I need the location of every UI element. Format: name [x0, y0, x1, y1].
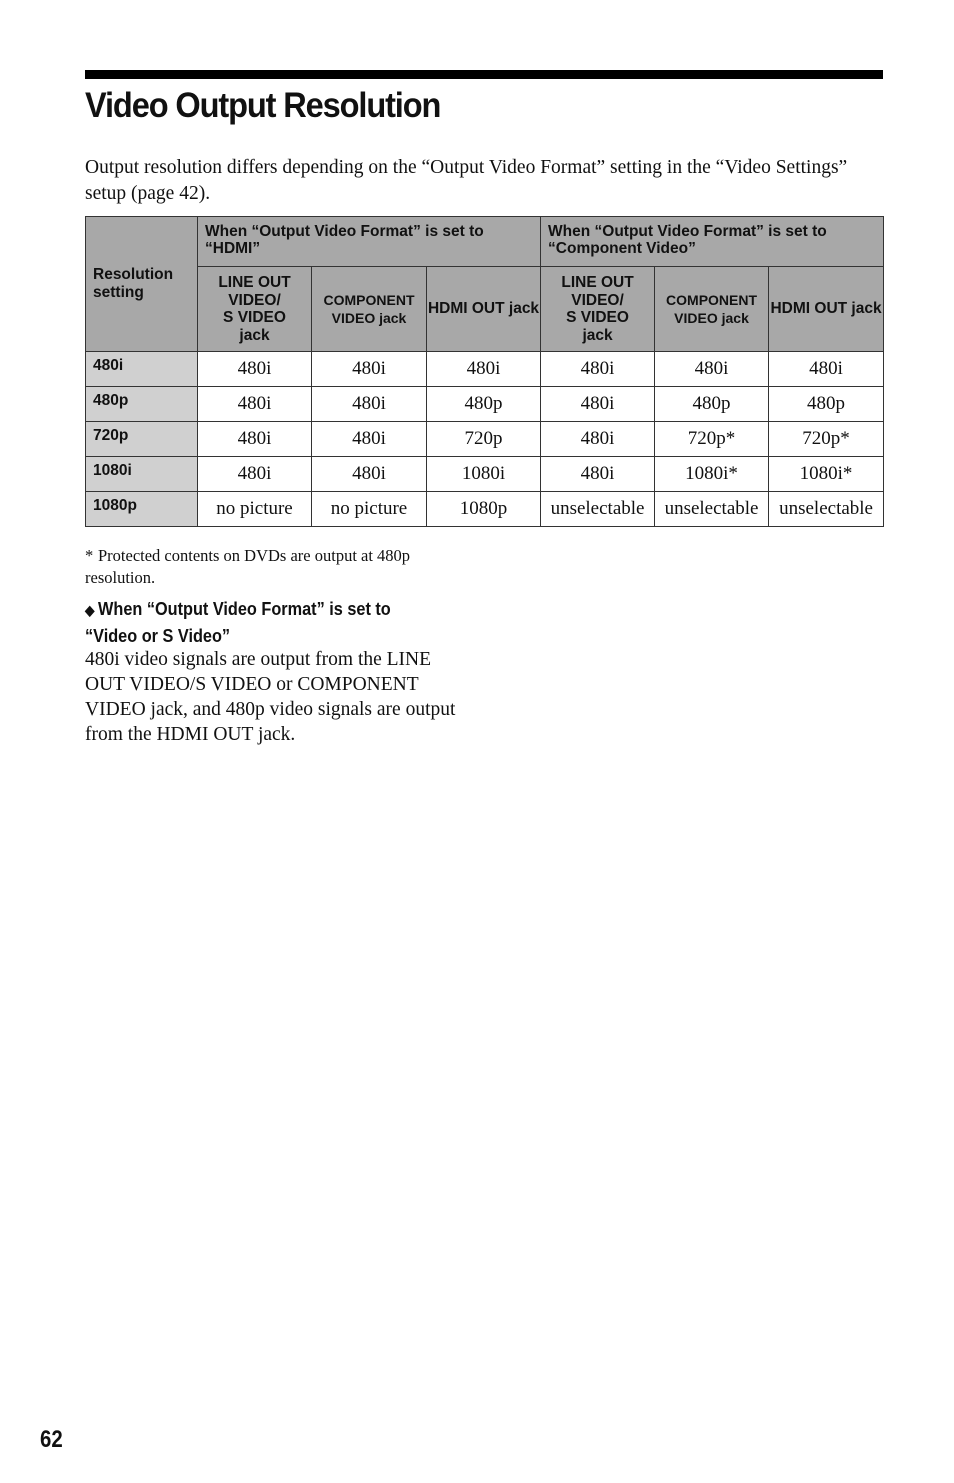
- column-header: COMPONENT VIDEO jack: [312, 267, 427, 352]
- footnote-marker: *: [85, 546, 94, 565]
- resolution-table: [85, 216, 884, 527]
- table-cell: 480p: [769, 387, 884, 422]
- table-cell: 480i: [541, 422, 655, 457]
- table-cell: 1080i*: [769, 457, 884, 492]
- table-cell: 1080i: [427, 457, 541, 492]
- table-cell: 480i: [541, 457, 655, 492]
- table-cell: 480i: [541, 387, 655, 422]
- table-cell: 480i: [312, 422, 427, 457]
- footnote: [85, 545, 465, 589]
- column-header: HDMI OUT jack: [769, 267, 884, 352]
- table-cell: 720p*: [769, 422, 884, 457]
- table-cell: unselectable: [541, 492, 655, 527]
- table-cell: 480i: [312, 352, 427, 387]
- table-cell: no picture: [198, 492, 312, 527]
- column-header: COMPONENT VIDEO jack: [655, 267, 769, 352]
- footnote-text: Protected contents on DVDs are output at 480p resolution.: [85, 546, 411, 587]
- table-cell: 720p: [427, 422, 541, 457]
- row-label: 720p: [86, 422, 198, 457]
- column-header: HDMI OUT jack: [427, 267, 541, 352]
- table-body: [86, 352, 884, 527]
- page-number: 62: [40, 1426, 63, 1453]
- corner-header: Resolution setting: [86, 217, 198, 352]
- table-row: [86, 352, 884, 387]
- page-title: Video Output Resolution: [85, 86, 441, 125]
- intro-paragraph: Output resolution differs depending on the “Output Video Format” setting in the “Video Settings” setup (page 42).: [85, 157, 848, 204]
- table-cell: 480i: [198, 387, 312, 422]
- table-cell: 480i: [198, 457, 312, 492]
- table-cell: 480i: [427, 352, 541, 387]
- table-cell: 1080p: [427, 492, 541, 527]
- table-cell: 480i: [312, 387, 427, 422]
- table-cell: 480i: [198, 352, 312, 387]
- row-label: 1080p: [86, 492, 198, 527]
- table-cell: no picture: [312, 492, 427, 527]
- row-label: 480i: [86, 352, 198, 387]
- group-header-hdmi: When “Output Video Format” is set to “HDMI”: [198, 217, 541, 267]
- section-heading-text: When “Output Video Format” is set to “Video or S Video”: [85, 598, 391, 646]
- table-cell: 480i: [312, 457, 427, 492]
- column-header: LINE OUT VIDEO/ S VIDEO jack: [198, 267, 312, 352]
- table-cell: unselectable: [655, 492, 769, 527]
- table-cell: 480i: [198, 422, 312, 457]
- table-cell: 480p: [427, 387, 541, 422]
- table-cell: 480i: [541, 352, 655, 387]
- table-cell: 480i: [769, 352, 884, 387]
- table-cell: 720p*: [655, 422, 769, 457]
- title-rule: [85, 70, 883, 79]
- group-header-component: When “Output Video Format” is set to “Component Video”: [541, 217, 884, 267]
- diamond-bullet-icon: ◆: [85, 602, 95, 618]
- table-row: [86, 387, 884, 422]
- table-row: [86, 492, 884, 527]
- table-cell: 480p: [655, 387, 769, 422]
- table-cell: unselectable: [769, 492, 884, 527]
- column-header: LINE OUT VIDEO/ S VIDEO jack: [541, 267, 655, 352]
- table-row: [86, 457, 884, 492]
- table-row: [86, 422, 884, 457]
- table-cell: 480i: [655, 352, 769, 387]
- row-label: 1080i: [86, 457, 198, 492]
- table-cell: 1080i*: [655, 457, 769, 492]
- section-body: 480i video signals are output from the LINE OUT VIDEO/S VIDEO or COMPONENT VIDEO jack, and 480p video signals are output from the HDMI OUT jack.: [85, 649, 456, 745]
- section-heading: [85, 596, 437, 648]
- row-label: 480p: [86, 387, 198, 422]
